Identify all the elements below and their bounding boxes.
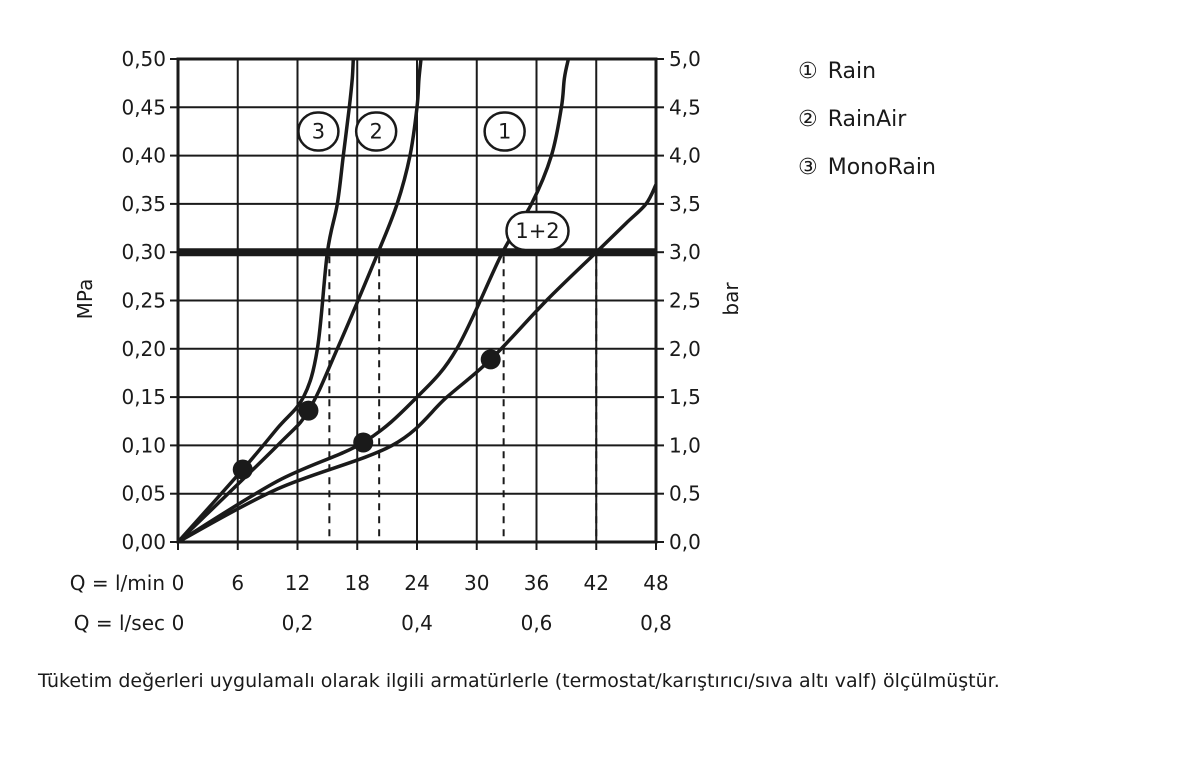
points-layer — [233, 349, 501, 479]
x-tick-label-lsec: 0 — [171, 611, 185, 635]
curve-label-text: 1 — [497, 119, 512, 144]
legend-label-monorain: MonoRain — [827, 155, 936, 180]
x-tick-label-lmin: 0 — [171, 571, 185, 595]
right-tick-label: 3,0 — [669, 240, 701, 265]
x-tick-label-lmin: 6 — [231, 571, 245, 595]
curve-label-text: 1+2 — [515, 218, 560, 243]
right-tick-label: 2,5 — [669, 288, 701, 313]
x-tick-label-lsec: 0,4 — [401, 611, 433, 635]
right-tick-label: 5,0 — [669, 47, 701, 71]
x-tick-label-lsec: 0,8 — [640, 611, 672, 635]
drop-lines-layer — [329, 256, 596, 542]
data-point — [353, 433, 373, 453]
x-tick-label-lmin: 24 — [404, 571, 430, 595]
legend-item-monorain — [798, 155, 936, 180]
left-tick-label: 0,10 — [121, 433, 166, 458]
x-tick-label-lmin: 30 — [464, 571, 490, 595]
left-tick-label: 0,35 — [121, 191, 166, 216]
left-tick-label: 0,15 — [121, 385, 166, 410]
caption: Tüketim değerleri uygulamalı olarak ilgili armatürlerle (termostat/karıştırıcı/sıva altı valf) ölçülmüştür. — [38, 670, 1000, 692]
left-tick-label: 0,50 — [121, 47, 166, 71]
x-tick-label-lmin: 36 — [523, 571, 550, 595]
data-point — [233, 460, 253, 480]
tick-labels-layer — [121, 47, 700, 635]
left-tick-label: 0,25 — [121, 288, 166, 313]
right-tick-label: 1,5 — [669, 385, 701, 410]
curve-label-text: 2 — [369, 119, 383, 144]
x-tick-label-lmin: 12 — [284, 571, 311, 595]
right-tick-label: 0,0 — [669, 530, 701, 554]
right-axis-title: bar — [719, 282, 743, 316]
left-axis-title: MPa — [73, 278, 97, 320]
x-tick-label-lmin: 42 — [583, 571, 609, 595]
right-tick-label: 4,0 — [669, 143, 701, 168]
right-tick-label: 1,0 — [669, 433, 701, 458]
left-tick-label: 0,45 — [121, 95, 166, 120]
x-axis-lsec-title: Q = l/sec — [73, 611, 165, 635]
right-tick-label: 0,5 — [669, 481, 701, 506]
data-point — [481, 349, 501, 369]
legend-marker-rainair: ② — [798, 107, 818, 132]
x-axis-lmin-title: Q = l/min — [69, 571, 165, 595]
left-tick-label: 0,30 — [121, 240, 166, 265]
legend-label-rainair: RainAir — [827, 107, 907, 132]
right-tick-label: 4,5 — [669, 95, 701, 120]
right-tick-label: 2,0 — [669, 336, 701, 361]
legend-marker-monorain: ③ — [798, 155, 818, 180]
left-tick-label: 0,20 — [121, 336, 166, 361]
left-tick-label: 0,00 — [121, 530, 166, 554]
legend-label-rain: Rain — [827, 59, 877, 84]
legend-item-rainair — [798, 107, 907, 132]
data-point — [298, 401, 318, 421]
x-tick-label-lsec: 0,6 — [520, 611, 553, 635]
left-tick-label: 0,40 — [121, 143, 166, 168]
legend-item-rain — [798, 59, 876, 84]
left-tick-label: 0,05 — [121, 481, 166, 506]
legend — [798, 59, 936, 180]
x-tick-label-lmin: 48 — [643, 571, 669, 595]
curve-label-text: 3 — [311, 119, 326, 144]
x-tick-label-lmin: 18 — [344, 571, 370, 595]
legend-marker-rain: ① — [798, 59, 818, 84]
x-tick-label-lsec: 0,2 — [281, 611, 314, 635]
right-tick-label: 3,5 — [669, 191, 701, 216]
